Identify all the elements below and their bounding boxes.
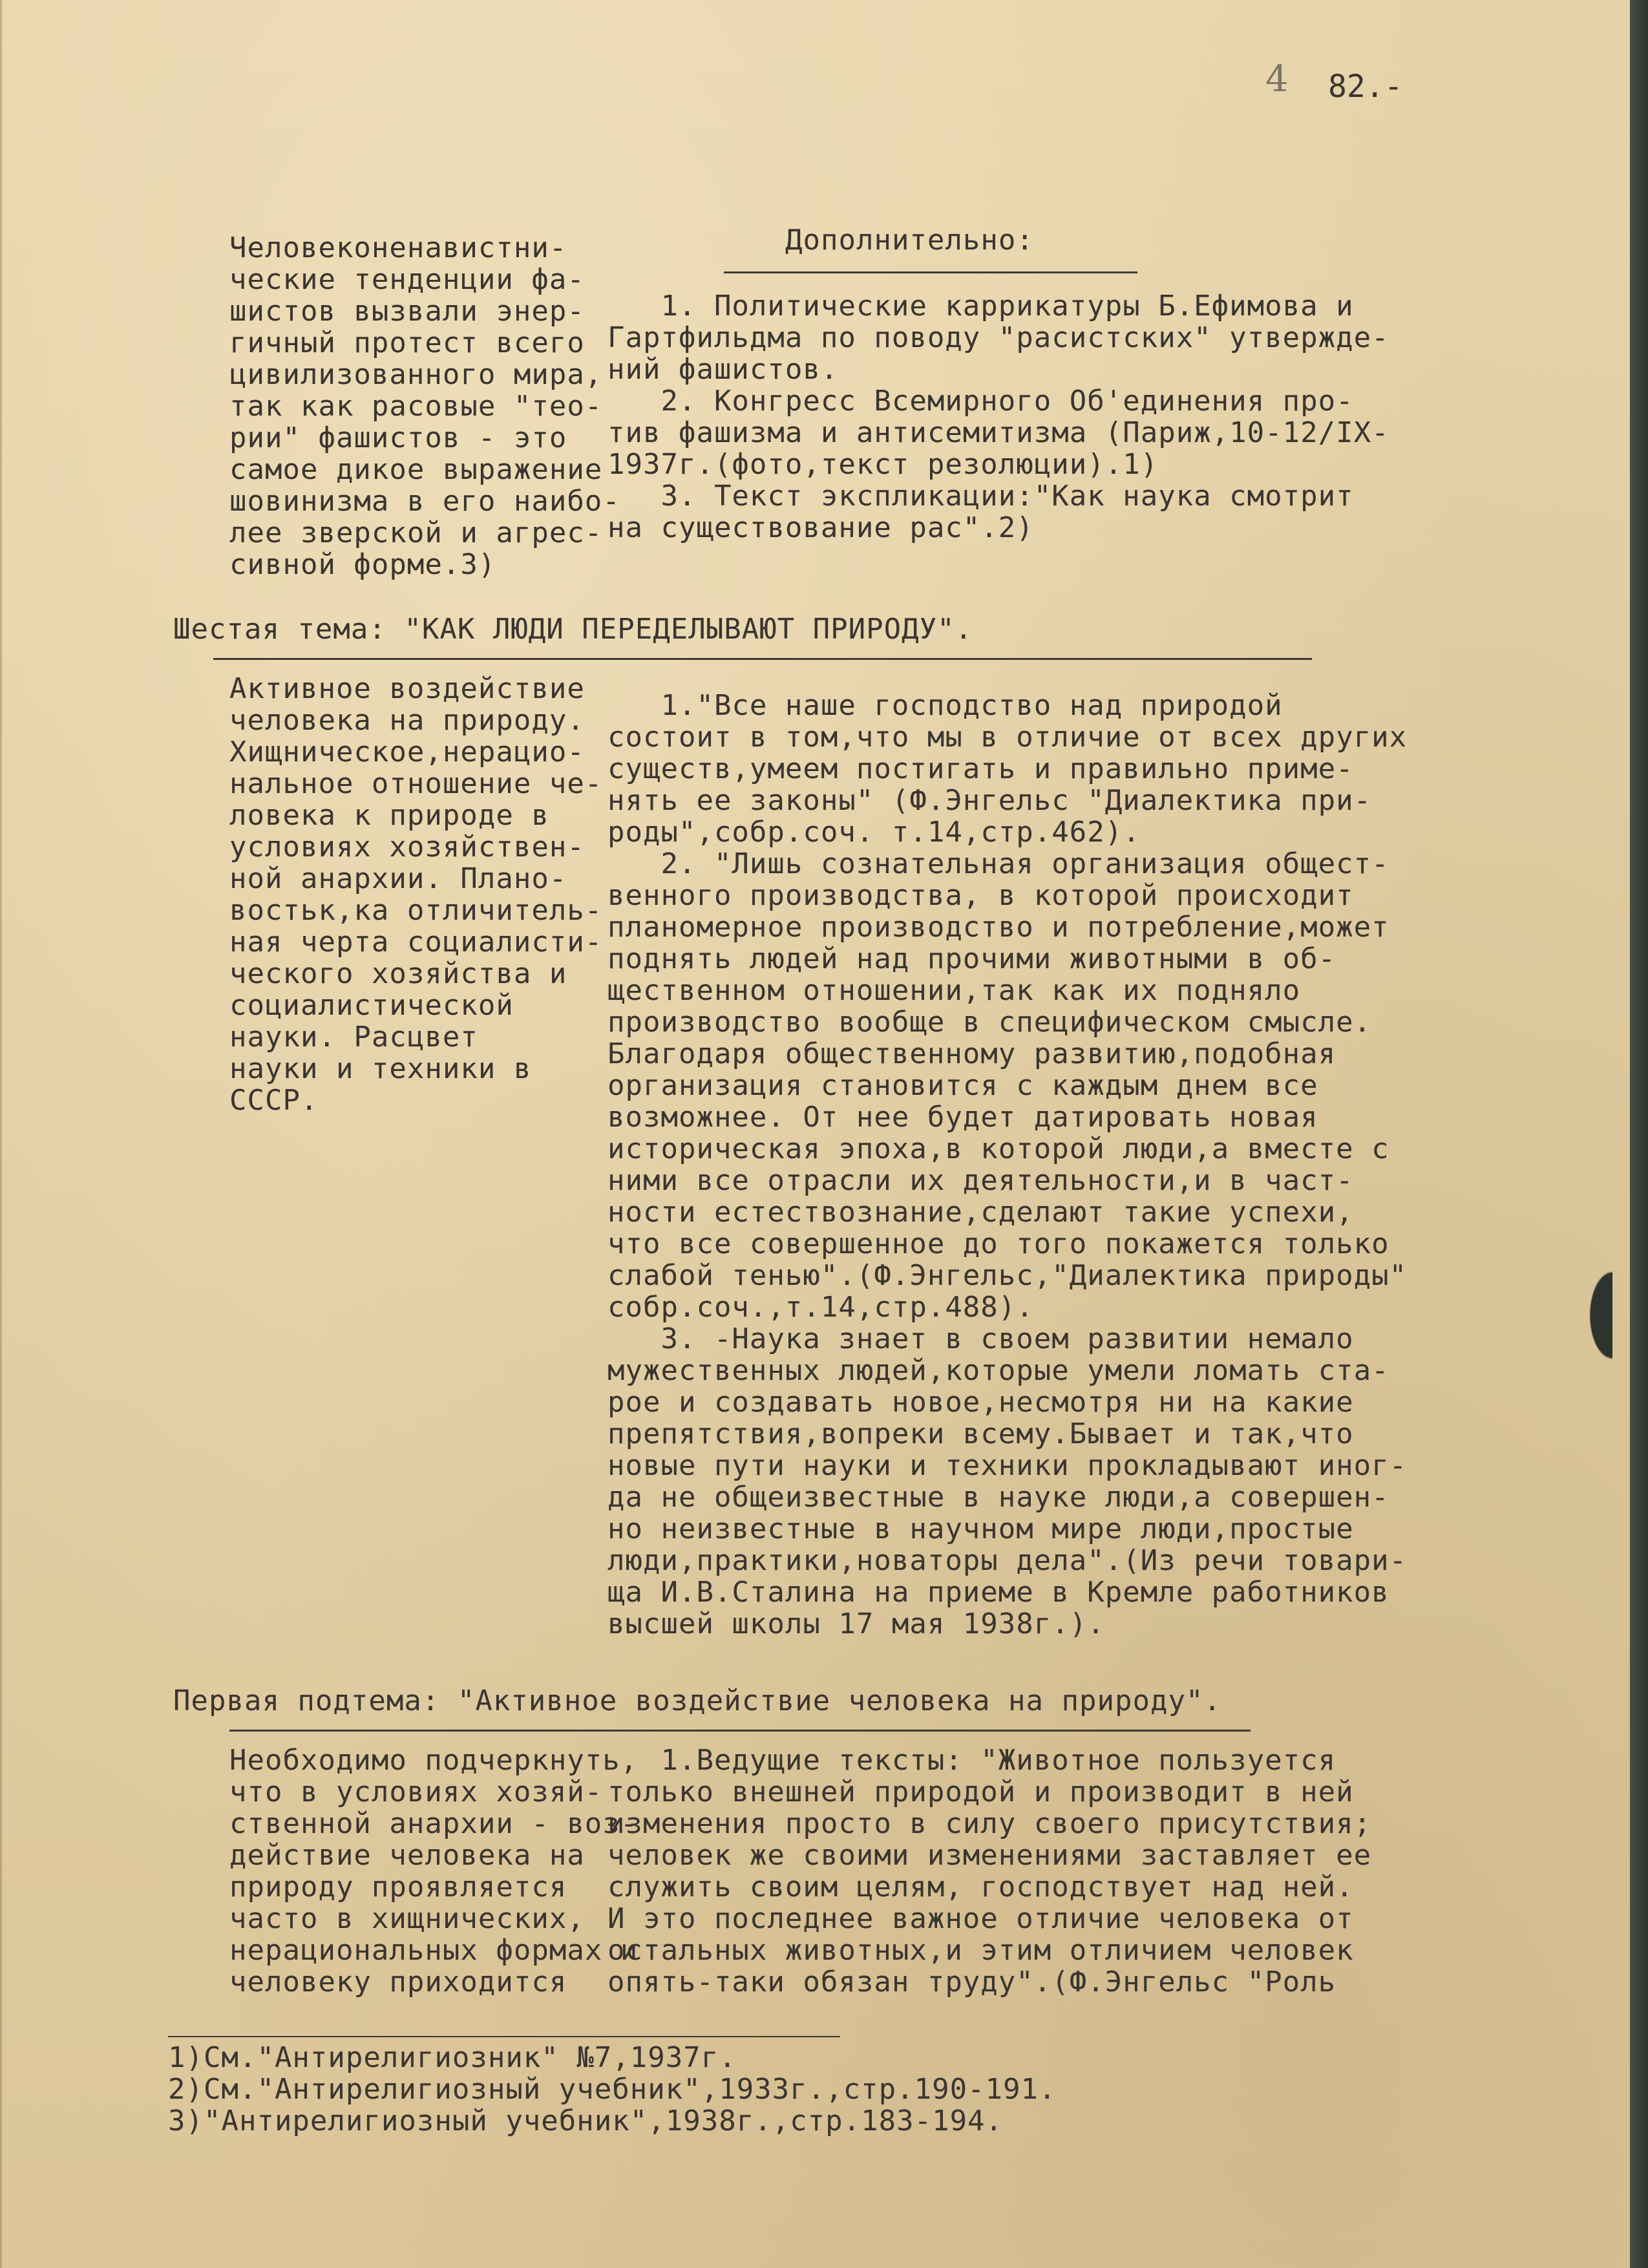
body-line: щественном отношении,так как их подняло <box>607 974 1301 1007</box>
side-line: Человеконенавистни- <box>229 231 567 264</box>
scan-edge-strip <box>1630 0 1648 2268</box>
theme-underline <box>213 658 1312 660</box>
side-line: шовинизма в его наибо- <box>229 485 620 518</box>
body-line: 3. -Наука знает в своем развитии немало <box>607 1322 1354 1355</box>
body-line: мужественных людей,которые умели ломать ста- <box>607 1354 1389 1387</box>
body-line: 2. Конгресс Всемирного Об'единения про- <box>607 385 1354 418</box>
side-line: гичный протест всего <box>229 326 585 359</box>
subtheme-heading: Первая подтема: "Активное воздействие человека на природу". <box>173 1684 1221 1717</box>
body-line: И это последнее важное отличие человека от <box>607 1902 1354 1935</box>
body-line: собр.соч.,т.14,стр.488). <box>607 1291 1034 1324</box>
body-line: препятствия,вопреки всему.Бывает и так,что <box>607 1417 1354 1450</box>
body-line: состоит в том,что мы в отличие от всех других <box>607 721 1408 754</box>
side-line: ловека к природе в <box>229 799 549 832</box>
body-line: что все совершенное до того покажется только <box>607 1227 1389 1260</box>
side-line: человека на природу. <box>229 704 585 737</box>
body-line: организация становится с каждым днем все <box>607 1069 1318 1102</box>
page-edge-shadow <box>0 0 2 2268</box>
side-line: так как расовые "тео- <box>229 390 603 423</box>
side-line: нерациональных формах и <box>229 1934 639 1967</box>
side-line: ческого хозяйства и <box>229 957 567 990</box>
paper-tear <box>1574 1241 1612 1390</box>
title-underline <box>724 271 1137 273</box>
body-line: изменения просто в силу своего присутствия; <box>607 1807 1372 1840</box>
side-line: часто в хищнических, <box>229 1902 585 1935</box>
side-line: науки. Расцвет <box>229 1021 478 1054</box>
side-line: Хищническое,нерацио- <box>229 736 585 768</box>
body-line: производство вообще в специфическом смысле. <box>607 1006 1372 1039</box>
body-line: Благодаря общественному развитию,подобная <box>607 1037 1336 1070</box>
body-line: остальных животных,и этим отличием человек <box>607 1934 1354 1967</box>
side-line: природу проявляется <box>229 1871 567 1903</box>
body-line: только внешней природой и производит в ней <box>607 1775 1354 1808</box>
side-line: лее зверской и агрес- <box>229 516 603 549</box>
body-line: люди,практики,новаторы дела".(Из речи товари- <box>607 1544 1408 1577</box>
side-line: ственной анархии - воз- <box>229 1807 639 1840</box>
body-line: слабой тенью".(Ф.Энгельс,"Диалектика природы" <box>607 1259 1408 1292</box>
body-line: Гартфильдма по поводу "расистских" утвержде- <box>607 321 1389 354</box>
footnote-separator <box>168 2036 840 2037</box>
body-line: ща И.В.Сталина на приеме в Кремле работников <box>607 1576 1389 1609</box>
body-line: 3. Текст экспликации:"Как наука смотрит <box>607 480 1354 513</box>
body-line: планомерное производство и потребление,может <box>607 911 1389 944</box>
side-line: сивной форме.3) <box>229 548 496 581</box>
side-line: шистов вызвали энер- <box>229 295 585 328</box>
body-line: служить своим целям, господствует над ней. <box>607 1871 1354 1903</box>
side-line: самое дикое выражение <box>229 453 603 486</box>
side-line: действие человека на <box>229 1839 585 1872</box>
body-line: ний фашистов. <box>607 353 839 386</box>
side-line: нальное отношение че- <box>229 767 603 800</box>
body-line: поднять людей над прочими животными в об- <box>607 942 1336 975</box>
body-line: существ,умеем постигать и правильно приме- <box>607 752 1354 785</box>
body-line: высшей школы 17 мая 1938г.). <box>607 1607 1105 1640</box>
subtheme-underline <box>229 1730 1251 1732</box>
footnote: 2)См."Антирелигиозный учебник",1933г.,стр.190-191. <box>168 2073 1057 2106</box>
side-line: что в условиях хозяй- <box>229 1775 603 1808</box>
side-line: ной анархии. Плано- <box>229 862 567 895</box>
footnote: 3)"Антирелигиозный учебник",1938г.,стр.183-194. <box>168 2104 1004 2137</box>
body-line: 1937г.(фото,текст резолюции).1) <box>607 448 1159 481</box>
body-line: новые пути науки и техники прокладывают иног- <box>607 1449 1408 1482</box>
side-line: условиях хозяйствен- <box>229 831 585 864</box>
side-line: рии" фашистов - это <box>229 421 567 454</box>
side-line: науки и техники в <box>229 1052 532 1085</box>
side-line: ная черта социалисти- <box>229 926 603 959</box>
page-number: 82.- <box>1328 69 1403 105</box>
body-line: рое и создавать новое,несмотря ни на какие <box>607 1386 1354 1419</box>
body-line: венного производства, в которой происходит <box>607 879 1354 912</box>
body-line: человек же своими изменениями заставляет ее <box>607 1839 1372 1872</box>
footnote: 1)См."Антирелигиозник" №7,1937г. <box>168 2041 737 2074</box>
side-line: человеку приходится <box>229 1966 567 1998</box>
side-line: социалистической <box>229 989 514 1022</box>
body-line: роды",собр.соч. т.14,стр.462). <box>607 816 1141 849</box>
body-line: на существование рас".2) <box>607 511 1034 544</box>
body-line: 2. "Лишь сознательная организация общест- <box>607 847 1389 880</box>
body-line: да не общеизвестные в науке люди,а совершен- <box>607 1481 1389 1514</box>
side-line: Необходимо подчеркнуть, <box>229 1744 639 1777</box>
side-line: Активное воздействие <box>229 672 585 705</box>
side-line: востьк,ка отличитель- <box>229 894 603 927</box>
side-line: СССР. <box>229 1084 319 1117</box>
body-line: историческая эпоха,в которой люди,а вместе с <box>607 1132 1389 1165</box>
body-line: но неизвестные в научном мире люди,простые <box>607 1512 1354 1545</box>
body-line: ности естествознание,сделают такие успехи, <box>607 1196 1354 1229</box>
theme-heading: Шестая тема: "КАК ЛЮДИ ПЕРЕДЕЛЫВАЮТ ПРИРОДУ". <box>173 613 973 646</box>
side-line: ческие тенденции фа- <box>229 263 585 296</box>
body-line: опять-таки обязан труду".(Ф.Энгельс "Роль <box>607 1966 1336 1998</box>
body-line: тив фашизма и антисемитизма (Париж,10-12/IX- <box>607 416 1389 449</box>
side-line: цивилизованного мира, <box>229 358 603 391</box>
body-line: ними все отрасли их деятельности,и в част- <box>607 1164 1354 1197</box>
body-line: 1.Ведущие тексты: "Животное пользуется <box>607 1744 1336 1777</box>
section-title-additional: Дополнительно: <box>785 224 1034 257</box>
body-line: 1. Политические каррикатуры Б.Ефимова и <box>607 290 1354 323</box>
pencil-mark: 4 <box>1265 58 1289 100</box>
body-line: нять ее законы" (Ф.Энгельс "Диалектика при- <box>607 784 1372 817</box>
body-line: 1."Все наше господство над природой <box>607 689 1283 722</box>
body-line: возможнее. От нее будет датировать новая <box>607 1101 1318 1134</box>
